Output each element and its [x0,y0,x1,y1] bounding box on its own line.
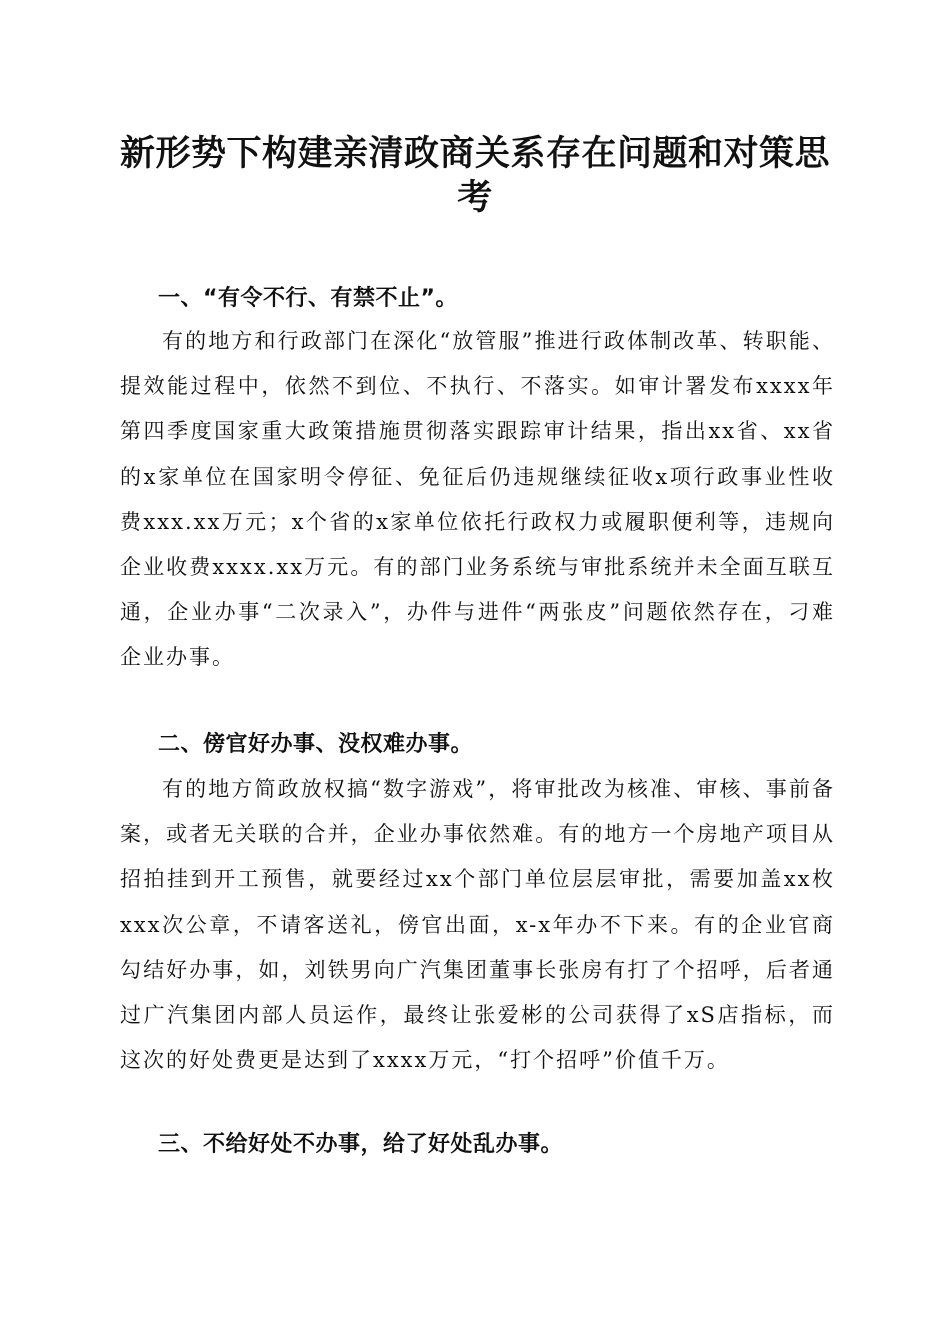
section-1-body: 有的地方和行政部门在深化“放管服”推进行政体制改革、转职能、提效能过程中，依然不到位、不执行、不落实。如审计署发布xxxx年第四季度国家重大政策措施贯彻落实跟踪审计结果，指出xx省、xx省的x家单位在国家明令停征、免征后仍违规继续征收x项行政事业性收费xxx.xx万元；x个省的x家单位依托行政权力或履职便利等，违规向企业收费xxxx.xx万元。有的部门业务系统与审批系统并未全面互联互通，企业办事“二次录入”，办件与进件“两张皮”问题依然存在，刁难企业办事。 [120,329,835,670]
section-3-heading: 三、不给好处不办事，给了好处乱办事。 [158,1132,564,1157]
section-2-body: 有的地方简政放权搞“数字游戏”，将审批改为核准、审核、事前备案，或者无关联的合并，企业办事依然难。有的地方一个房地产项目从招拍挂到开工预售，就要经过xx个部门单位层层审批，需要加盖xx枚xxx次公章，不请客送礼，傍官出面，x-x年办不下来。有的企业官商勾结好办事，如，刘铁男向广汽集团董事长张房有打了个招呼，后者通过广汽集团内部人员运作，最终让张爱彬的公司获得了xS店指标，而这次的好处费更是达到了xxxx万元，“打个招呼”价值千万。 [120,777,835,1073]
section-2-heading: 二、傍官好办事、没权难办事。 [158,732,474,757]
section-1-heading: 一、“有令不行、有禁不止”。 [158,286,458,311]
document-title: 新形势下构建亲清政商关系存在问题和对策思考 [119,133,830,218]
